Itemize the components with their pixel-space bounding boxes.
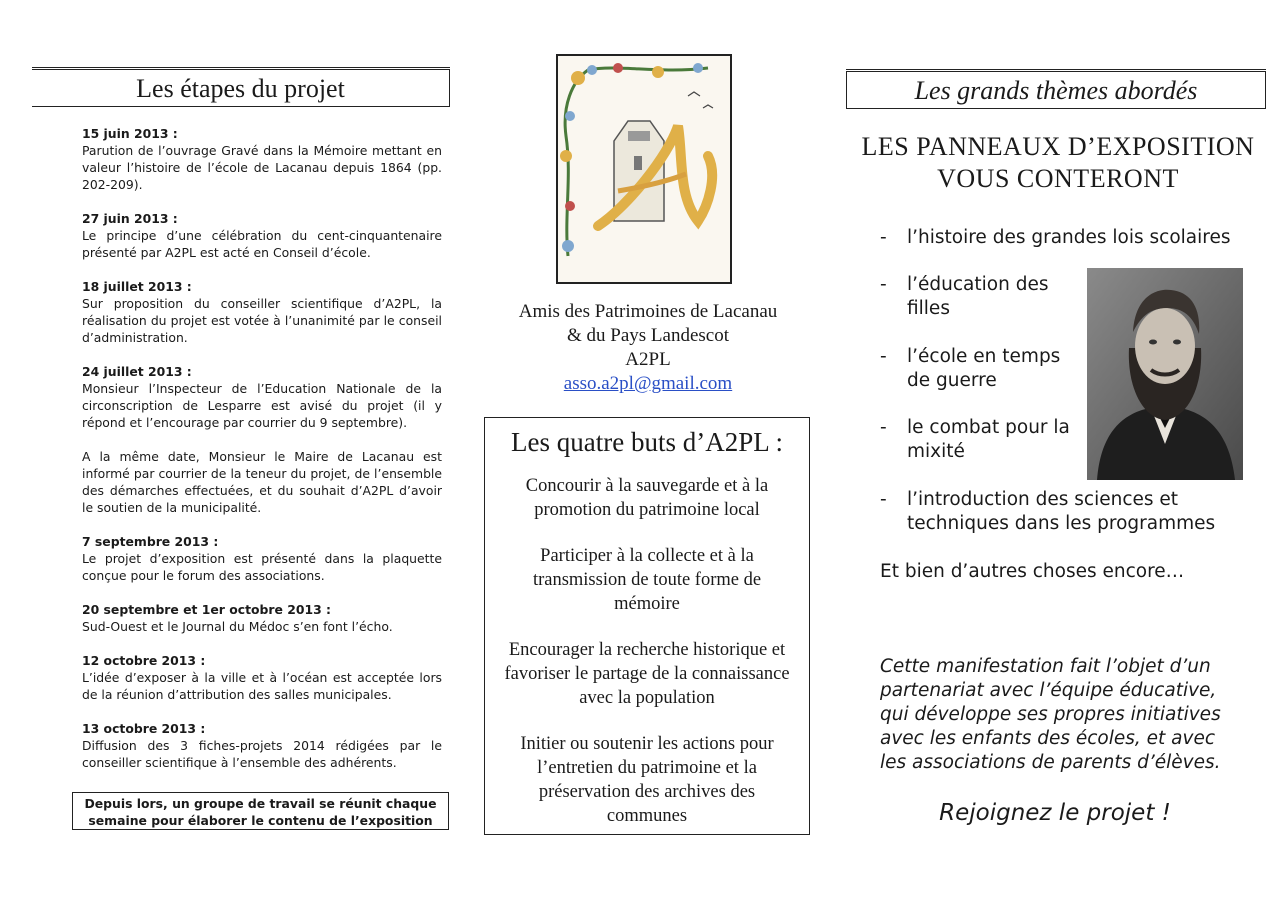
timeline-text: L’idée d’exposer à la ville et à l’océan est acceptée lors de la réunion d’attribution des salles municipales.	[82, 670, 442, 702]
partnership-line: les associations de parents d’élèves.	[880, 752, 1221, 773]
theme-text-line: le combat pour la	[907, 417, 1070, 438]
section-title-main-themes: Les grands thèmes abordés	[846, 71, 1266, 109]
email-link[interactable]: asso.a2pl@gmail.com	[563, 373, 733, 394]
theme-text-line: l’école en temps	[907, 346, 1061, 367]
theme-text	[907, 345, 1060, 393]
association-name-line2: & du Pays Landescot	[566, 325, 729, 346]
timeline-text: Monsieur l’Inspecteur de l’Education Nationale de la circonscription de Lesparre est avisé du projet (il y répond et l’encourage par courrier du 9 septembre).	[82, 381, 442, 430]
timeline-entry	[82, 448, 442, 516]
goals-box	[484, 417, 810, 835]
theme-text-line: l’introduction des sciences et	[907, 489, 1179, 510]
theme-text-line: mixité	[907, 441, 965, 462]
panels-title-line: LES PANNEAUX D’EXPOSITION	[861, 132, 1255, 161]
goal-item: Participer à la collecte et à la transmission de toute forme de mémoire	[532, 546, 762, 614]
timeline-text: A la même date, Monsieur le Maire de Lacanau est informé par courrier de la teneur du projet, de l’ensemble des démarches effectuées, et du souhait d’A2PL d’avoir le soutien de la municipalité.	[82, 449, 442, 515]
goals-title: Les quatre buts d’A2PL :	[511, 427, 783, 457]
working-group-note	[72, 792, 449, 830]
goal-item: Initier ou soutenir les actions pour l’entretien du patrimoine et la préservation des archives des communes	[520, 734, 774, 826]
theme-text-line: l’éducation des	[907, 274, 1049, 295]
partnership-line: qui développe ses propres initiatives	[880, 704, 1221, 725]
association-acronym: A2PL	[625, 349, 671, 370]
more-themes-text: Et bien d’autres choses encore…	[880, 561, 1185, 582]
timeline-text: Le principe d’une célébration du cent-cinquantenaire présenté par A2PL est acté en Conseil d’école.	[82, 228, 442, 260]
timeline-text: Sud-Ouest et le Journal du Médoc s’en font l’écho.	[82, 619, 393, 634]
timeline-date: 27 juin 2013 :	[82, 211, 178, 226]
panels-title-line: VOUS CONTERONT	[937, 164, 1179, 193]
timeline-entry	[82, 210, 442, 261]
project-timeline	[82, 125, 442, 788]
timeline-text: Diffusion des 3 fiches-projets 2014 rédigées par le conseiller scientifique à l’ensemble des adhérents.	[82, 738, 442, 770]
timeline-entry	[82, 720, 442, 771]
association-name: Amis des Patrimoines de Lacanau	[518, 301, 778, 322]
a2pl-logo	[556, 54, 732, 284]
timeline-text: Parution de l’ouvrage Gravé dans la Mémoire mettant en valeur l’histoire de l’école de Lacanau depuis 1864 (pp. 202-209).	[82, 143, 442, 192]
portrait-photo	[1087, 268, 1243, 480]
timeline-date: 18 juillet 2013 :	[82, 279, 192, 294]
goal-item: Concourir à la sauvegarde et à la promotion du patrimoine local	[525, 476, 769, 520]
working-group-note-line: Depuis lors, un groupe de travail se réunit chaque	[84, 796, 437, 811]
theme-text-line: de guerre	[907, 370, 997, 391]
working-group-note-line: semaine pour élaborer le contenu de l’exposition	[88, 813, 433, 828]
timeline-date: 15 juin 2013 :	[82, 126, 178, 141]
section-title-project-steps: Les étapes du projet	[32, 69, 450, 107]
partnership-line: Cette manifestation fait l’objet d’un	[880, 656, 1211, 677]
bullet: -	[880, 346, 887, 367]
theme-text-line: techniques dans les programmes	[907, 513, 1216, 534]
portrait-image	[1087, 268, 1243, 480]
partnership-note	[880, 655, 1260, 775]
theme-text-line: filles	[907, 298, 950, 319]
timeline-entry	[82, 125, 442, 193]
theme-text	[907, 416, 1070, 464]
timeline-entry	[82, 533, 442, 584]
timeline-entry	[82, 363, 442, 431]
timeline-date: 24 juillet 2013 :	[82, 364, 192, 379]
timeline-entry	[82, 278, 442, 346]
timeline-entry	[82, 652, 442, 703]
timeline-date: 13 octobre 2013 :	[82, 721, 206, 736]
join-call-to-action: Rejoignez le projet !	[939, 800, 1171, 826]
association-info	[490, 300, 806, 396]
partnership-line: avec les enfants des écoles, et avec	[880, 728, 1216, 749]
bullet: -	[880, 227, 887, 248]
a2pl-logo-image	[558, 56, 730, 282]
timeline-entry	[82, 601, 442, 635]
bullet: -	[880, 274, 887, 295]
bullet: -	[880, 417, 887, 438]
theme-text	[907, 273, 1048, 321]
theme-text: l’histoire des grandes lois scolaires	[907, 227, 1231, 248]
theme-text	[907, 488, 1215, 536]
goal-item: Encourager la recherche historique et favoriser le partage de la connaissance avec la population	[504, 640, 790, 708]
panels-title	[846, 131, 1270, 195]
partnership-line: partenariat avec l’équipe éducative,	[880, 680, 1217, 701]
timeline-date: 7 septembre 2013 :	[82, 534, 219, 549]
timeline-date: 20 septembre et 1er octobre 2013 :	[82, 602, 331, 617]
timeline-text: Sur proposition du conseiller scientifique d’A2PL, la réalisation du projet est votée à l’unanimité par le conseil d’administration.	[82, 296, 442, 345]
timeline-date: 12 octobre 2013 :	[82, 653, 206, 668]
timeline-text: Le projet d’exposition est présenté dans la plaquette conçue pour le forum des associations.	[82, 551, 442, 583]
bullet: -	[880, 489, 887, 510]
